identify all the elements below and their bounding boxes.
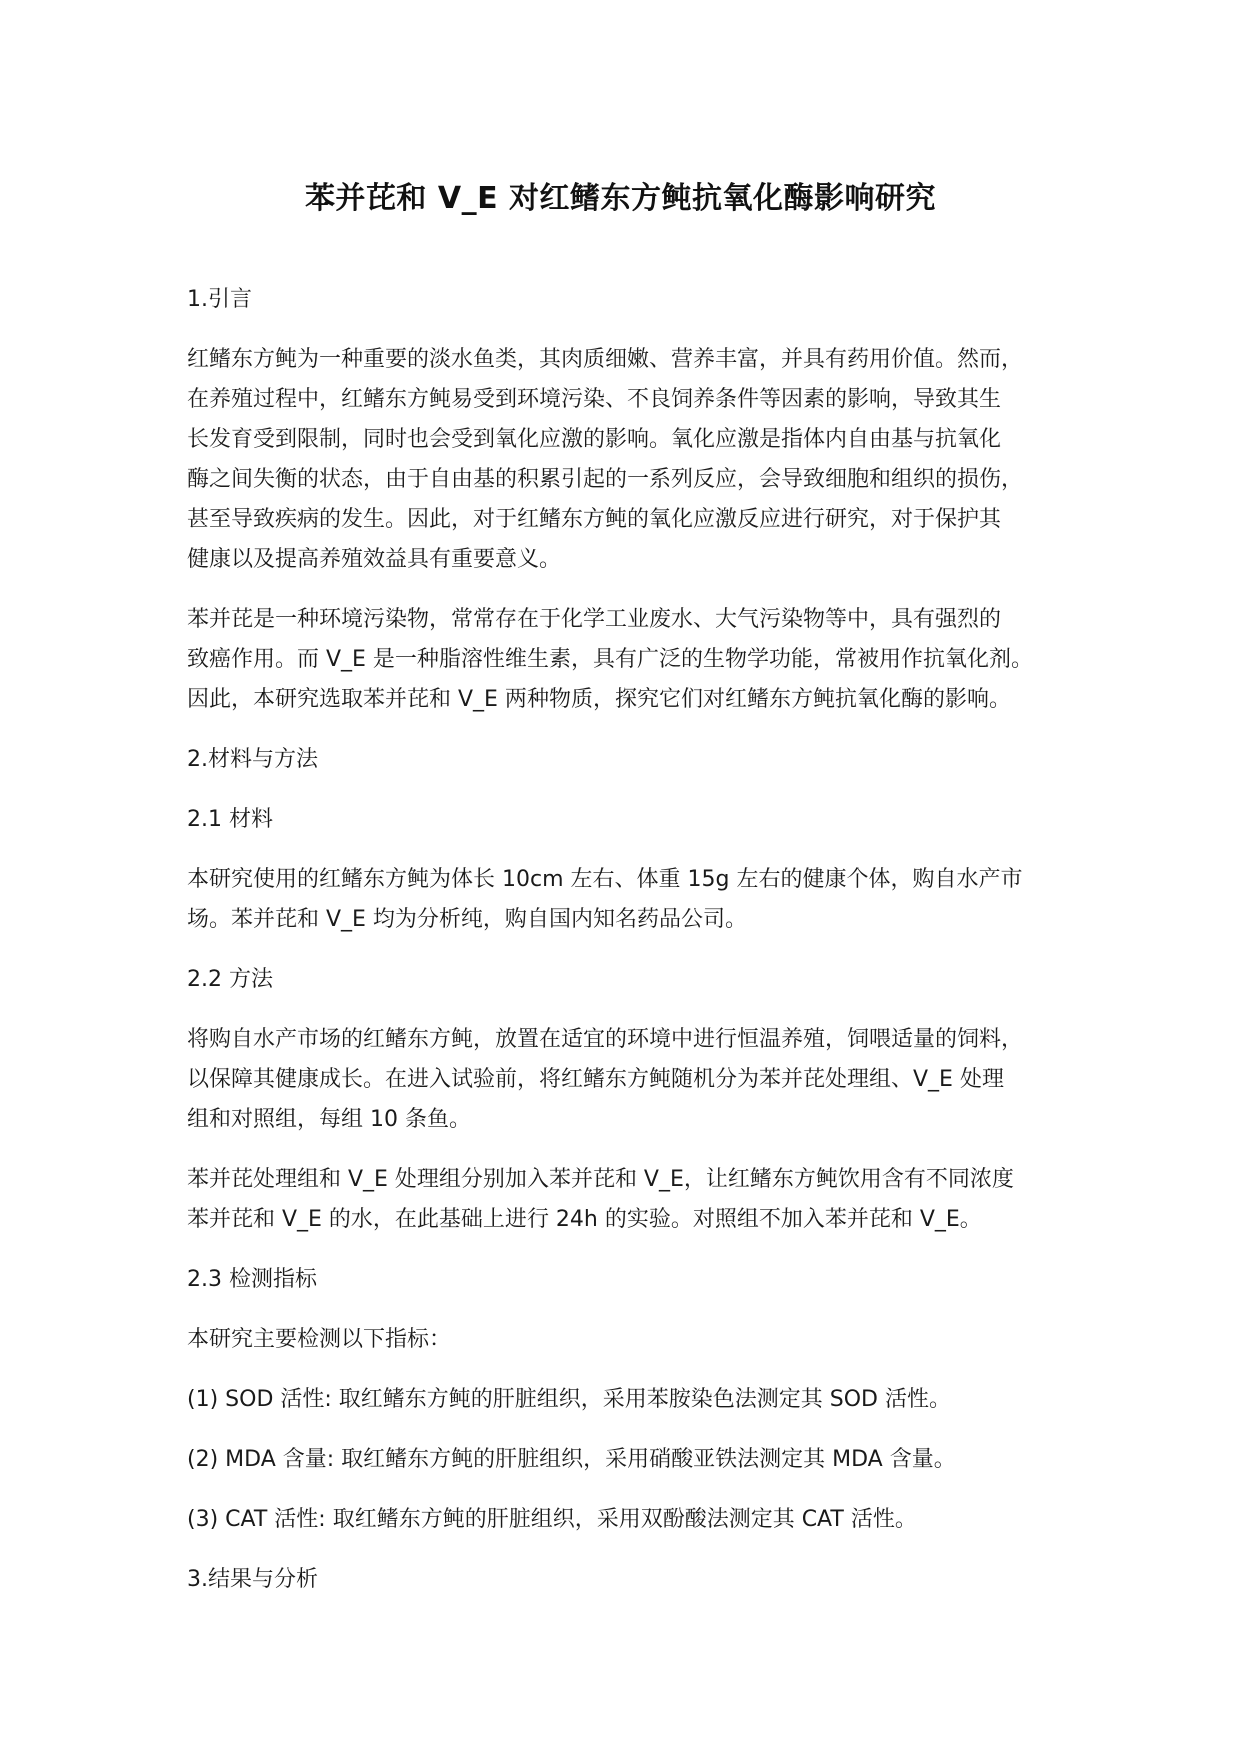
text-line: 2.1 材料 xyxy=(187,807,273,832)
text-line: 2.材料与方法 xyxy=(187,747,318,772)
document-title: 苯并芘和 V_E 对红鳍东方鲀抗氧化酶影响研究 xyxy=(304,181,937,216)
document-body xyxy=(187,280,1067,1620)
text-line: 2.3 检测指标 xyxy=(187,1267,317,1292)
text-line: 甚至导致疾病的发生。因此，对于红鳍东方鲀的氧化应激反应进行研究，对于保护其 xyxy=(187,507,1002,532)
text-line: 苯并芘处理组和 V_E 处理组分别加入苯并芘和 V_E，让红鳍东方鲀饮用含有不同浓度 xyxy=(187,1167,1014,1192)
text-line: (1) SOD 活性: 取红鳍东方鲀的肝脏组织，采用苯胺染色法测定其 SOD 活性。 xyxy=(187,1387,951,1412)
text-line: 本研究主要检测以下指标： xyxy=(187,1327,452,1352)
paragraph-indicators-intro xyxy=(187,1320,1067,1360)
text-line: 苯并芘和 V_E 的水，在此基础上进行 24h 的实验。对照组不加入苯并芘和 V_E。 xyxy=(187,1207,982,1232)
section-heading-results xyxy=(187,1560,1067,1600)
paragraph-introduction-2 xyxy=(187,600,1067,720)
text-line: 组和对照组，每组 10 条鱼。 xyxy=(187,1107,471,1132)
section-heading-introduction xyxy=(187,280,1067,320)
text-line: 将购自水产市场的红鳍东方鲀，放置在适宜的环境中进行恒温养殖，饲喂适量的饲料， xyxy=(187,1027,1024,1052)
paragraph-materials xyxy=(187,860,1067,940)
section-heading-materials-methods xyxy=(187,740,1067,780)
text-line: (3) CAT 活性: 取红鳍东方鲀的肝脏组织，采用双酚酸法测定其 CAT 活性。 xyxy=(187,1507,917,1532)
subsection-heading-methods xyxy=(187,960,1067,1000)
paragraph-methods-1 xyxy=(187,1020,1067,1140)
text-line: 健康以及提高养殖效益具有重要意义。 xyxy=(187,547,562,572)
text-line: 致癌作用。而 V_E 是一种脂溶性维生素，具有广泛的生物学功能，常被用作抗氧化剂。 xyxy=(187,647,1033,672)
list-item-mda xyxy=(187,1440,1067,1480)
paragraph-methods-2 xyxy=(187,1160,1067,1240)
text-line: 2.2 方法 xyxy=(187,967,273,992)
subsection-heading-materials xyxy=(187,800,1067,840)
list-item-sod xyxy=(187,1380,1067,1420)
subsection-heading-indicators xyxy=(187,1260,1067,1300)
paragraph-introduction-1 xyxy=(187,340,1067,580)
text-line: (2) MDA 含量: 取红鳍东方鲀的肝脏组织，采用硝酸亚铁法测定其 MDA 含量。 xyxy=(187,1447,956,1472)
text-line: 酶之间失衡的状态，由于自由基的积累引起的一系列反应，会导致细胞和组织的损伤， xyxy=(187,467,1024,492)
text-line: 以保障其健康成长。在进入试验前，将红鳍东方鲀随机分为苯并芘处理组、V_E 处理 xyxy=(187,1067,1004,1092)
text-line: 场。苯并芘和 V_E 均为分析纯，购自国内知名药品公司。 xyxy=(187,907,747,932)
list-item-cat xyxy=(187,1500,1067,1540)
text-line: 长发育受到限制，同时也会受到氧化应激的影响。氧化应激是指体内自由基与抗氧化 xyxy=(187,427,1002,452)
text-line: 3.结果与分析 xyxy=(187,1567,318,1592)
text-line: 1.引言 xyxy=(187,287,252,312)
text-line: 红鳍东方鲀为一种重要的淡水鱼类，其肉质细嫩、营养丰富，并具有药用价值。然而， xyxy=(187,347,1024,372)
text-line: 本研究使用的红鳍东方鲀为体长 10cm 左右、体重 15g 左右的健康个体，购自水产市 xyxy=(187,867,1023,892)
text-line: 在养殖过程中，红鳍东方鲀易受到环境污染、不良饲养条件等因素的影响，导致其生 xyxy=(187,387,1002,412)
text-line: 因此，本研究选取苯并芘和 V_E 两种物质，探究它们对红鳍东方鲀抗氧化酶的影响。 xyxy=(187,687,1011,712)
text-line: 苯并芘是一种环境污染物，常常存在于化学工业废水、大气污染物等中，具有强烈的 xyxy=(187,607,1002,632)
